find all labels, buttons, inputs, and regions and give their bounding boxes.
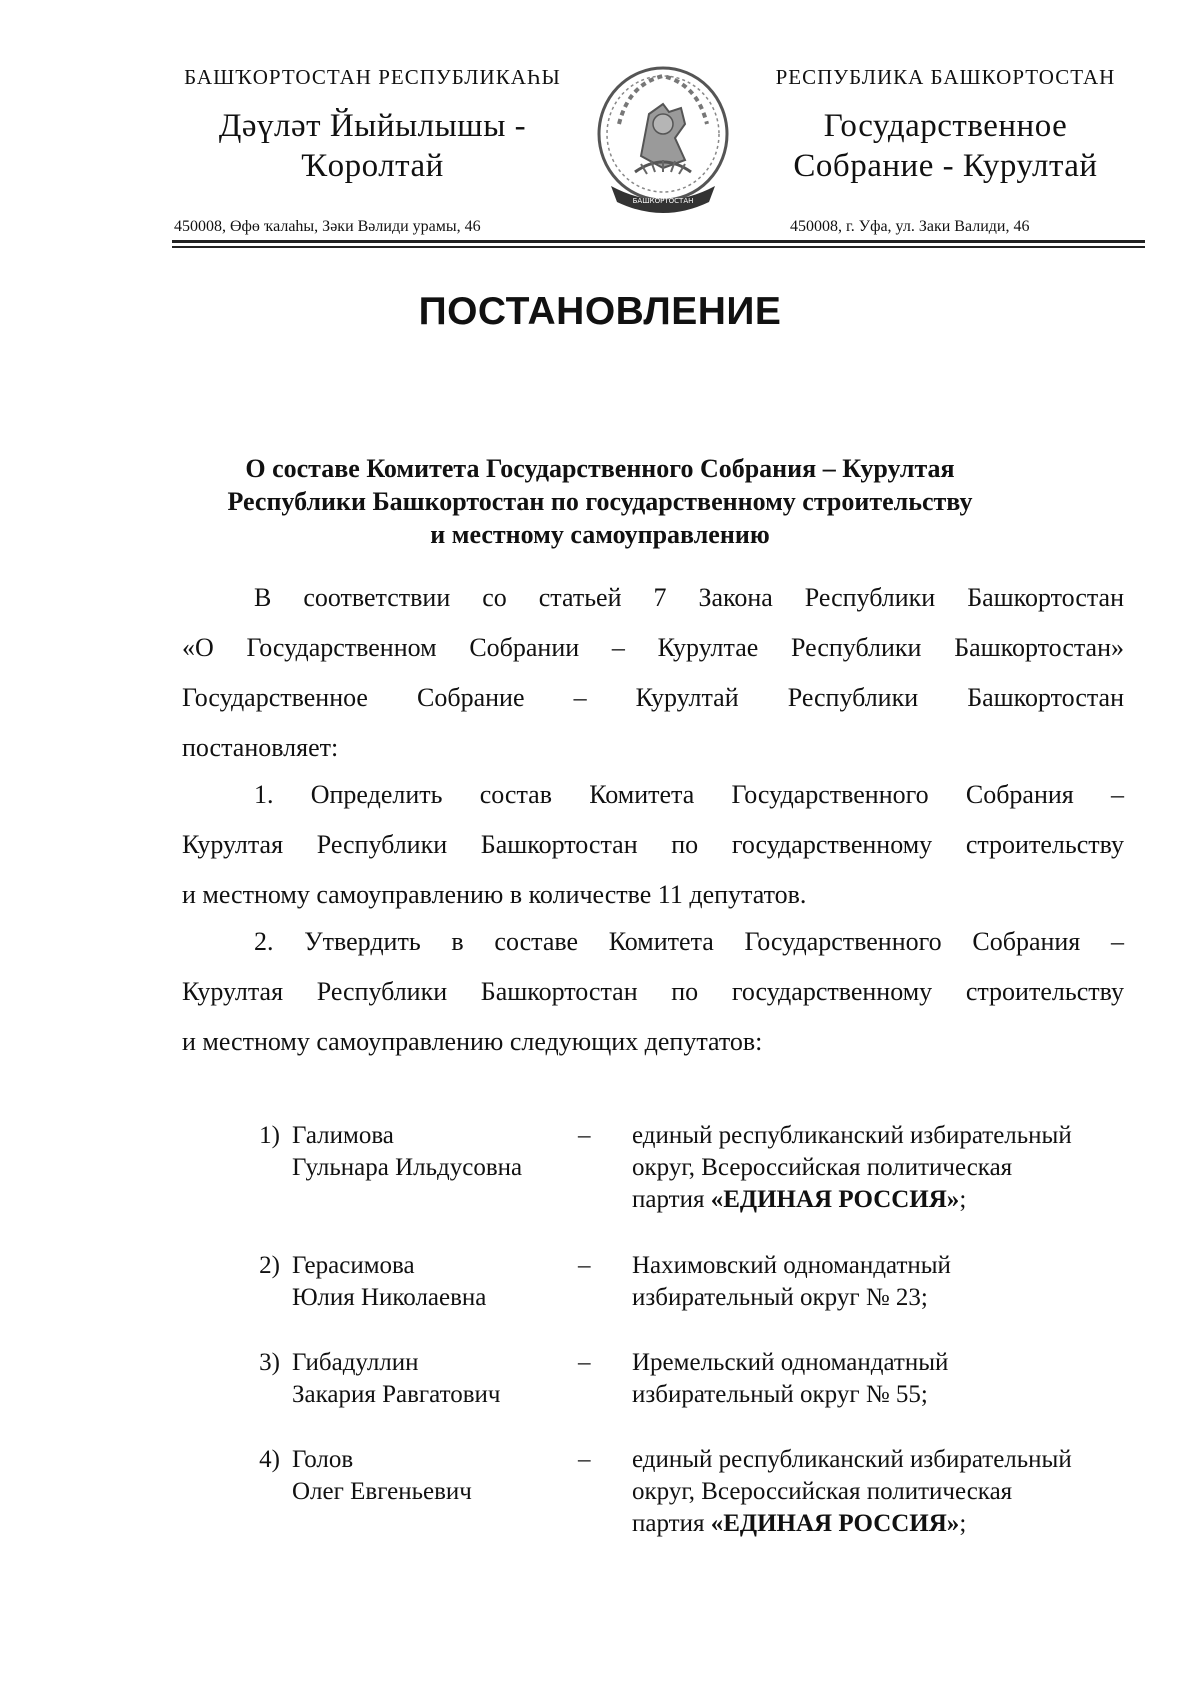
- item2-line1: 2. Утвердить в составе Комитета Государственного Собрания –: [254, 927, 1124, 956]
- member-description: [632, 1444, 1152, 1540]
- member-desc-line1: Иремельский одномандатный: [632, 1349, 949, 1376]
- subject-line1: О составе Комитета Государственного Собрания – Курултая: [245, 454, 955, 483]
- member-desc-suffix: ;: [959, 1186, 967, 1213]
- member-desc-line3: [632, 1508, 1152, 1540]
- member-name: [292, 1347, 572, 1411]
- member-name: [292, 1444, 572, 1508]
- member-desc-line2: избирательный округ № 55;: [632, 1381, 928, 1408]
- member-number: 4): [259, 1446, 280, 1473]
- header-left-org-line1: Дәүләт Йыйылышы -: [218, 108, 527, 144]
- preamble-paragraph: [182, 573, 1124, 773]
- member-name: [292, 1120, 572, 1184]
- header-right-org: [753, 106, 1138, 186]
- subject-line3: и местному самоуправлению: [430, 520, 770, 549]
- emblem-text: БАШКОРТОСТАН: [632, 197, 694, 205]
- header-left-address: 450008, Өфө ҡалаһы, Зәки Вәлиди урамы, 46: [174, 218, 481, 235]
- header-right-caps: РЕСПУБЛИКА БАШКОРТОСТАН: [775, 65, 1116, 89]
- header-left: [160, 64, 585, 186]
- member-desc-line2: округ, Всероссийская политическая: [632, 1478, 1013, 1505]
- document-subject: [0, 452, 1200, 551]
- member-name: [292, 1250, 572, 1314]
- member-desc-prefix: партия: [632, 1510, 711, 1537]
- header-right-org-line1: Государственное: [823, 108, 1068, 144]
- header-right-address: 450008, г. Уфа, ул. Заки Валиди, 46: [790, 218, 1030, 235]
- member-party-name: «ЕДИНАЯ РОССИЯ»: [710, 1510, 960, 1537]
- member-desc-suffix: ;: [959, 1510, 967, 1537]
- preamble-line2: «О Государственном Собрании – Курултае Республики Башкортостан»: [182, 633, 1124, 662]
- header-divider-thick: [172, 240, 1145, 243]
- member-given-names: Гульнара Ильдусовна: [292, 1154, 523, 1181]
- member-given-names: Юлия Николаевна: [292, 1284, 487, 1311]
- member-surname: Голов: [292, 1446, 354, 1473]
- member-desc-line1: Нахимовский одномандатный: [632, 1252, 951, 1279]
- member-dash: –: [578, 1122, 591, 1149]
- item1-line2: Курултая Республики Башкортостан по государственному строительству: [182, 830, 1124, 859]
- subject-line2: Республики Башкортостан по государственному строительству: [227, 487, 973, 516]
- item2-line2: Курултая Республики Башкортостан по государственному строительству: [182, 977, 1124, 1006]
- member-surname: Герасимова: [292, 1252, 415, 1279]
- member-description: [632, 1120, 1152, 1216]
- member-dash: –: [578, 1252, 591, 1279]
- preamble-line4: постановляет:: [182, 733, 339, 762]
- member-number: 3): [259, 1349, 280, 1376]
- header-divider-thin: [172, 246, 1145, 248]
- item2-line3: и местному самоуправлению следующих депутатов:: [182, 1027, 763, 1056]
- preamble-line3: Государственное Собрание – Курултай Республики Башкортостан: [182, 683, 1124, 712]
- member-desc-line2: избирательный округ № 23;: [632, 1284, 928, 1311]
- member-party-name: «ЕДИНАЯ РОССИЯ»: [710, 1186, 960, 1213]
- member-surname: Гибадуллин: [292, 1349, 419, 1376]
- member-dash: –: [578, 1349, 591, 1376]
- member-description: [632, 1347, 1152, 1411]
- header-left-caps: БАШҠОРТОСТАН РЕСПУБЛИКАҺЫ: [184, 65, 561, 89]
- member-desc-line1: единый республиканский избирательный: [632, 1446, 1072, 1473]
- item1-line3: и местному самоуправлению в количестве 11 депутатов.: [182, 880, 807, 909]
- item-2-paragraph: [182, 917, 1124, 1067]
- item1-line1: 1. Определить состав Комитета Государственного Собрания –: [254, 780, 1124, 809]
- member-desc-line2: округ, Всероссийская политическая: [632, 1154, 1013, 1181]
- member-description: [632, 1250, 1152, 1314]
- member-desc-line1: единый республиканский избирательный: [632, 1122, 1072, 1149]
- item-1-paragraph: [182, 770, 1124, 920]
- coat-of-arms-icon: [589, 64, 737, 224]
- member-surname: Галимова: [292, 1122, 394, 1149]
- header-left-org-line2: Ҡоролтай: [301, 148, 444, 184]
- member-given-names: Закария Равгатович: [292, 1381, 501, 1408]
- header-left-org: [160, 106, 585, 186]
- member-number: 2): [259, 1252, 280, 1279]
- member-number: 1): [259, 1122, 280, 1149]
- member-given-names: Олег Евгеньевич: [292, 1478, 472, 1505]
- emblem-logo: [589, 64, 737, 224]
- document-title: ПОСТАНОВЛЕНИЕ: [418, 290, 782, 333]
- member-desc-line3: [632, 1184, 1152, 1216]
- member-dash: –: [578, 1446, 591, 1473]
- preamble-line1: В соответствии со статьей 7 Закона Республики Башкортостан: [254, 583, 1124, 612]
- header-right-org-line2: Собрание - Курултай: [793, 148, 1098, 184]
- member-desc-prefix: партия: [632, 1186, 711, 1213]
- header-right: [753, 64, 1138, 186]
